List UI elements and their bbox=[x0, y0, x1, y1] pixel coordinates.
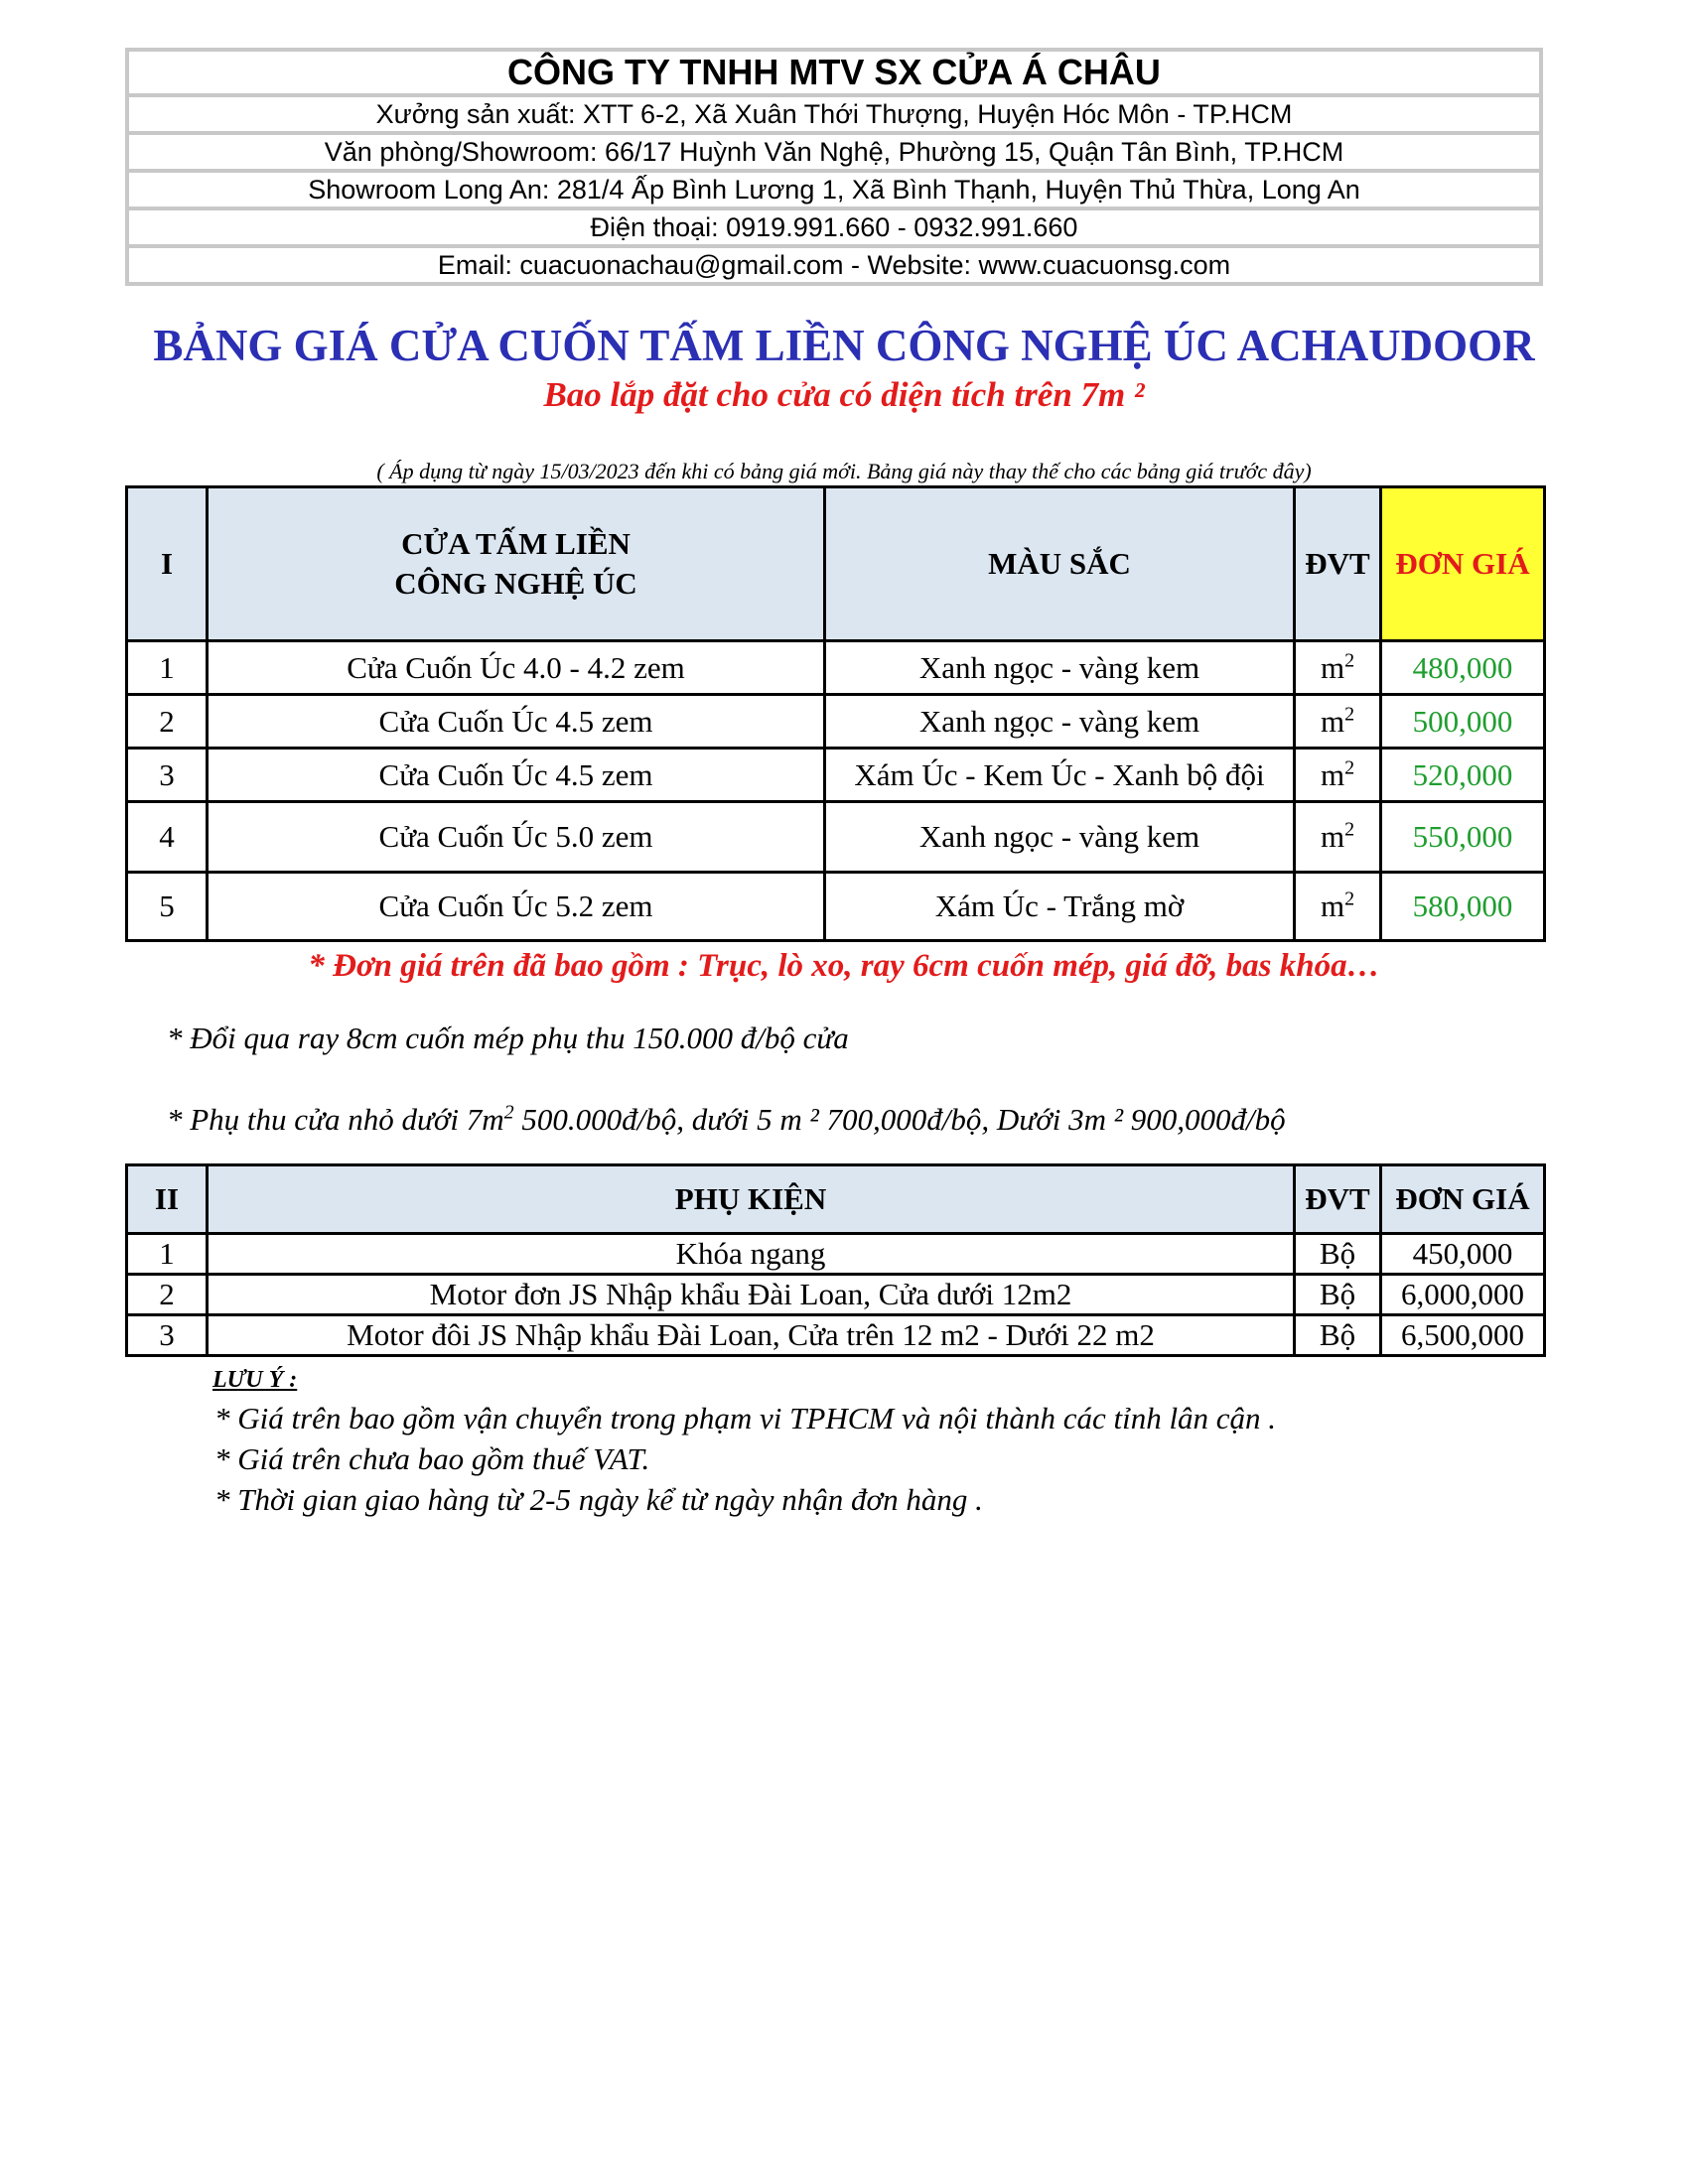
accessory-unit: Bộ bbox=[1295, 1234, 1381, 1275]
product-color: Xanh ngọc - vàng kem bbox=[825, 641, 1295, 695]
header-index: II bbox=[127, 1165, 208, 1234]
table-row bbox=[127, 1315, 1545, 1356]
product-unit: $m^2$ bbox=[1295, 749, 1381, 802]
header-price: ĐƠN GIÁ bbox=[1381, 487, 1545, 641]
notes-list bbox=[214, 1398, 1276, 1520]
header-price: ĐƠN GIÁ bbox=[1381, 1165, 1545, 1234]
company-name: CÔNG TY TNHH MTV SX CỬA Á CHÂU bbox=[129, 52, 1539, 97]
table-row bbox=[127, 749, 1545, 802]
notes-label: LƯU Ý : bbox=[212, 1367, 298, 1393]
table-row bbox=[127, 695, 1545, 749]
row-number: 2 bbox=[127, 695, 208, 749]
product-name: Cửa Cuốn Úc 5.2 zem bbox=[208, 873, 825, 941]
product-color: Xám Úc - Kem Úc - Xanh bộ đội bbox=[825, 749, 1295, 802]
header-index: I bbox=[127, 487, 208, 641]
price-list-subtitle: Bao lắp đặt cho cửa có diện tích trên 7m ² bbox=[543, 375, 1145, 414]
product-name: Cửa Cuốn Úc 5.0 zem bbox=[208, 802, 825, 873]
product-color: Xám Úc - Trắng mờ bbox=[825, 873, 1295, 941]
note-item: * Thời gian giao hàng từ 2-5 ngày kể từ ngày nhận đơn hàng . bbox=[214, 1482, 983, 1517]
table-row bbox=[127, 802, 1545, 873]
price-list-title: BẢNG GIÁ CỬA CUỐN TẤM LIỀN CÔNG NGHỆ ÚC ACHAUDOOR bbox=[153, 321, 1535, 370]
accessory-price: 6,500,000 bbox=[1381, 1315, 1545, 1356]
product-color: Xanh ngọc - vàng kem bbox=[825, 695, 1295, 749]
row-number: 5 bbox=[127, 873, 208, 941]
product-unit: $m^2$ bbox=[1295, 873, 1381, 941]
table-row bbox=[127, 1234, 1545, 1275]
product-price: 550,000 bbox=[1381, 802, 1545, 873]
row-number: 1 bbox=[127, 1234, 208, 1275]
row-number: 4 bbox=[127, 802, 208, 873]
apply-date-note: ( Áp dụng từ ngày 15/03/2023 đến khi có bảng giá mới. Bảng giá này thay thế cho các bảng giá trước đây) bbox=[376, 459, 1312, 483]
small-door-surcharge-note: * Phụ thu cửa nhỏ dưới $7m^2$ 500.000đ/bộ, dưới 5 m ² 700,000đ/bộ, Dưới 3m ² 900,000đ/bộ bbox=[167, 1101, 1286, 1137]
phone-line: Điện thoại: 0919.991.660 - 0932.991.660 bbox=[129, 210, 1539, 248]
door-table-header bbox=[127, 487, 1545, 641]
accessory-name: Khóa ngang bbox=[208, 1234, 1295, 1275]
product-price: 580,000 bbox=[1381, 873, 1545, 941]
email-website-line: Email: cuacuonachau@gmail.com - Website: www.cuacuonsg.com bbox=[437, 250, 1231, 280]
accessory-table-header bbox=[127, 1165, 1545, 1234]
row-number: 1 bbox=[127, 641, 208, 695]
product-unit: $m^2$ bbox=[1295, 695, 1381, 749]
row-number: 2 bbox=[127, 1275, 208, 1315]
product-price: 500,000 bbox=[1381, 695, 1545, 749]
product-unit: $m^2$ bbox=[1295, 641, 1381, 695]
product-name: Cửa Cuốn Úc 4.5 zem bbox=[208, 695, 825, 749]
accessory-price: 6,000,000 bbox=[1381, 1275, 1545, 1315]
company-header bbox=[125, 48, 1543, 286]
included-items-note: * Đơn giá trên đã bao gồm : Trục, lò xo, ray 6cm cuốn mép, giá đỡ, bas khóa… bbox=[308, 948, 1380, 984]
header-color: MÀU SẮC bbox=[825, 487, 1295, 641]
product-color: Xanh ngọc - vàng kem bbox=[825, 802, 1295, 873]
product-unit: $m^2$ bbox=[1295, 802, 1381, 873]
product-price: 520,000 bbox=[1381, 749, 1545, 802]
table-row bbox=[127, 1275, 1545, 1315]
door-price-table bbox=[125, 485, 1546, 942]
table-row bbox=[127, 641, 1545, 695]
accessory-unit: Bộ bbox=[1295, 1315, 1381, 1356]
header-accessory: PHỤ KIỆN bbox=[208, 1165, 1295, 1234]
header-product: CỬA TẤM LIỀN CÔNG NGHỆ ÚC bbox=[208, 487, 825, 641]
row-number: 3 bbox=[127, 1315, 208, 1356]
product-name: Cửa Cuốn Úc 4.0 - 4.2 zem bbox=[208, 641, 825, 695]
factory-address: Xưởng sản xuất: XTT 6-2, Xã Xuân Thới Thượng, Huyện Hóc Môn - TP.HCM bbox=[129, 97, 1539, 135]
row-number: 3 bbox=[127, 749, 208, 802]
rail-surcharge-note: * Đổi qua ray 8cm cuốn mép phụ thu 150.000 đ/bộ cửa bbox=[167, 1021, 849, 1055]
accessory-name: Motor đôi JS Nhập khẩu Đài Loan, Cửa trên 12 m2 - Dưới 22 m2 bbox=[208, 1315, 1295, 1356]
note-item: * Giá trên chưa bao gồm thuế VAT. bbox=[214, 1441, 650, 1476]
header-unit: ĐVT bbox=[1295, 1165, 1381, 1234]
table-row bbox=[127, 873, 1545, 941]
product-name: Cửa Cuốn Úc 4.5 zem bbox=[208, 749, 825, 802]
accessory-name: Motor đơn JS Nhập khẩu Đài Loan, Cửa dưới 12m2 bbox=[208, 1275, 1295, 1315]
accessory-price-table bbox=[125, 1163, 1546, 1357]
accessory-price: 450,000 bbox=[1381, 1234, 1545, 1275]
office-address: Văn phòng/Showroom: 66/17 Huỳnh Văn Nghệ, Phường 15, Quận Tân Bình, TP.HCM bbox=[129, 135, 1539, 173]
header-unit: ĐVT bbox=[1295, 487, 1381, 641]
accessory-unit: Bộ bbox=[1295, 1275, 1381, 1315]
showroom-address: Showroom Long An: 281/4 Ấp Bình Lương 1, Xã Bình Thạnh, Huyện Thủ Thừa, Long An bbox=[129, 173, 1539, 210]
product-price: 480,000 bbox=[1381, 641, 1545, 695]
note-item: * Giá trên bao gồm vận chuyển trong phạm vi TPHCM và nội thành các tỉnh lân cận . bbox=[214, 1401, 1277, 1435]
